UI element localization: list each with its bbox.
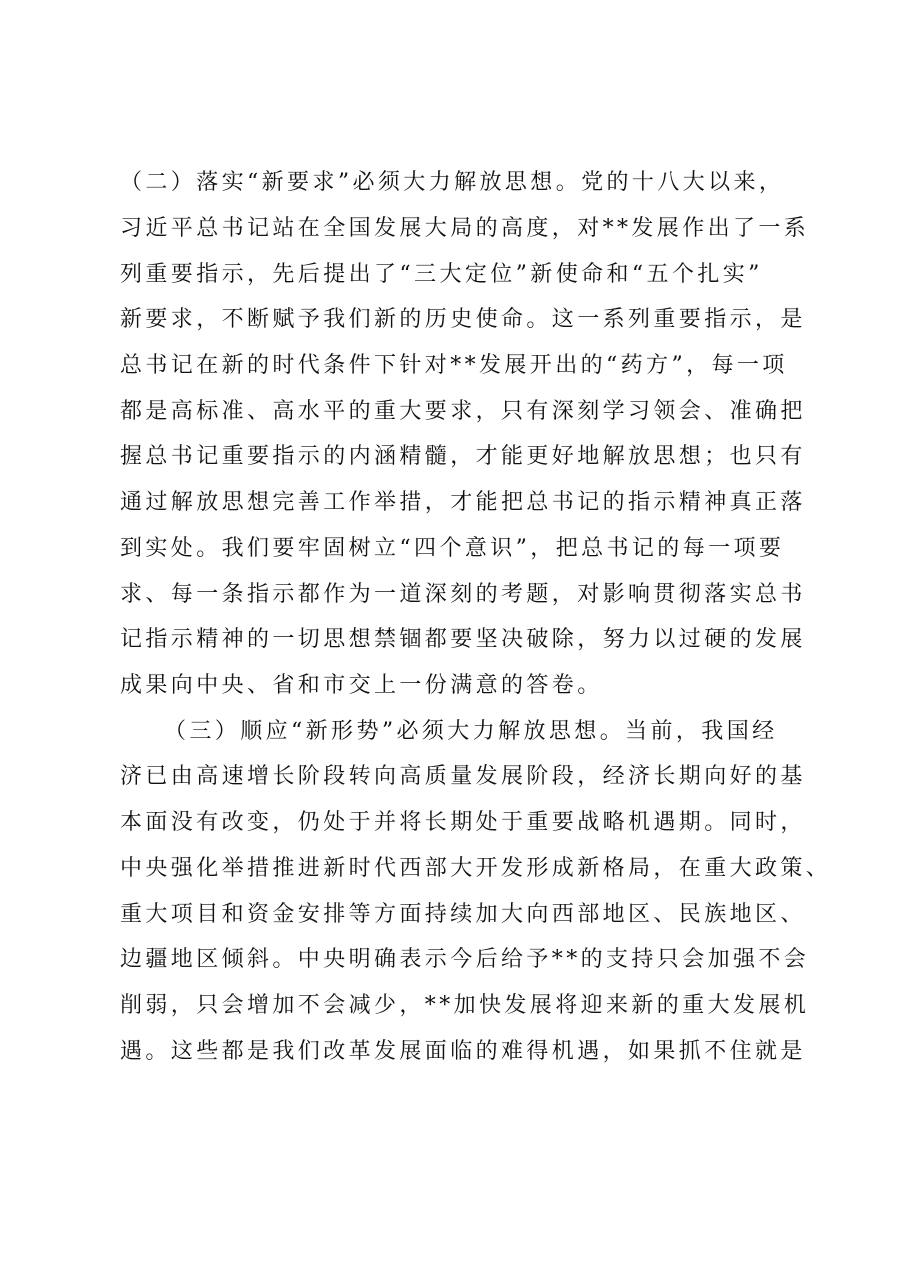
paragraph-2-line-12: 成果向中央、省和市交上一份满意的答卷。 bbox=[120, 673, 603, 698]
paragraph-2-line-6: 都是高标准、高水平的重大要求，只有深刻学习领会、准确把 bbox=[120, 399, 806, 424]
paragraph-2-line-4: 新要求，不断赋予我们新的历史使命。这一系列重要指示，是 bbox=[120, 307, 806, 332]
paragraph-2-line-3: 列重要指示，先后提出了“三大定位”新使命和“五个扎实” bbox=[120, 262, 763, 287]
paragraph-2-line-7: 握总书记重要指示的内涵精髓，才能更好地解放思想；也只有 bbox=[120, 444, 806, 469]
paragraph-2-line-9: 到实处。我们要牢固树立“四个意识”，把总书记的每一项要 bbox=[120, 536, 785, 561]
paragraph-2-line-8: 通过解放思想完善工作举措，才能把总书记的指示精神真正落 bbox=[120, 490, 806, 515]
paragraph-3-line-5: 重大项目和资金安排等方面持续加大向西部地区、民族地区、 bbox=[120, 902, 806, 927]
paragraph-3-line-4: 中央强化举措推进新时代西部大开发形成新格局，在重大政策、 bbox=[120, 856, 832, 881]
paragraph-2-line-11: 记指示精神的一切思想禁锢都要坚决破除，努力以过硬的发展 bbox=[120, 627, 806, 652]
paragraph-3-line-8: 遇。这些都是我们改革发展面临的难得机遇，如果抓不住就是 bbox=[120, 1039, 806, 1064]
paragraph-2-line-1: （二）落实“新要求”必须大力解放思想。党的十八大以来， bbox=[120, 170, 785, 195]
paragraph-3-line-7: 削弱，只会增加不会减少，**加快发展将迎来新的重大发展机 bbox=[120, 993, 810, 1018]
paragraph-2-line-2: 习近平总书记站在全国发展大局的高度，对**发展作出了一系 bbox=[120, 216, 810, 241]
paragraph-2-line-5: 总书记在新的时代条件下针对**发展开出的“药方”，每一项 bbox=[120, 353, 788, 378]
paragraph-3-line-2: 济已由高速增长阶段转向高质量发展阶段，经济长期向好的基 bbox=[120, 764, 806, 789]
paragraph-3-line-6: 边疆地区倾斜。中央明确表示今后给予**的支持只会加强不会 bbox=[120, 947, 810, 972]
paragraph-2-line-10: 求、每一条指示都作为一道深刻的考题，对影响贯彻落实总书 bbox=[120, 582, 806, 607]
paragraph-3-line-1: （三）顺应“新形势”必须大力解放思想。当前，我国经 bbox=[164, 719, 778, 744]
paragraph-3-line-3: 本面没有改变，仍处于并将长期处于重要战略机遇期。同时， bbox=[120, 810, 806, 835]
